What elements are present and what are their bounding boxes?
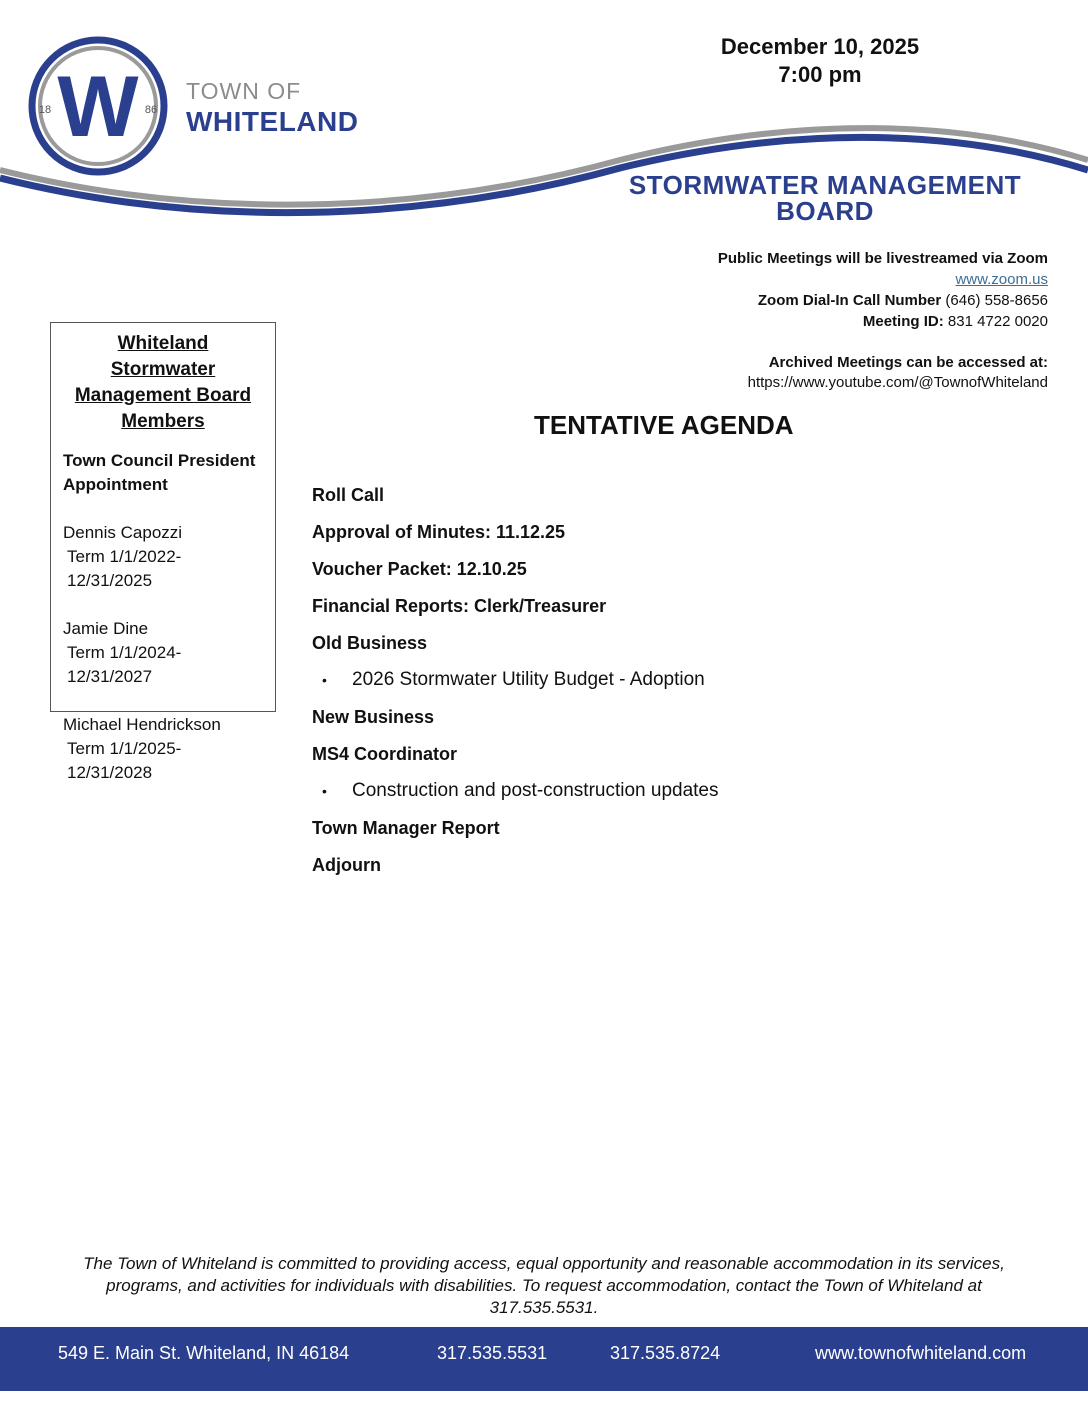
dial-in-label: Zoom Dial-In Call Number: [757, 292, 942, 309]
meeting-id-row: [863, 311, 1048, 332]
agenda-item: Voucher Packet: 12.10.25: [312, 559, 527, 579]
board-title-line1: STORMWATER MANAGEMENT: [628, 170, 1022, 200]
footer-phone: 317.535.5531: [437, 1343, 548, 1363]
member-entry: [63, 713, 263, 785]
archived-url[interactable]: https://www.youtube.com/@TownofWhiteland: [747, 374, 1048, 391]
archived-label: Archived Meetings can be accessed at:: [768, 354, 1048, 371]
livestream-note: Public Meetings will be livestreamed via Zoom: [717, 250, 1048, 267]
meeting-datetime: [700, 33, 940, 89]
member-entry: [63, 521, 263, 593]
agenda-item: Financial Reports: Clerk/Treasurer: [312, 596, 607, 616]
agenda-item: Roll Call: [312, 485, 385, 505]
member-term: Term 1/1/2025-12/31/2028: [67, 739, 182, 782]
footer-address: 549 E. Main St. Whiteland, IN 46184: [58, 1343, 350, 1363]
bullet-icon: •: [322, 783, 327, 799]
board-title-line2: BOARD: [776, 196, 874, 226]
whiteland-label: WHITELAND: [186, 106, 359, 137]
member-name: Michael Hendrickson: [63, 715, 221, 734]
zoom-link-row: [955, 269, 1048, 290]
meeting-date: December 10, 2025: [720, 34, 920, 59]
board-members-box: [50, 322, 276, 782]
members-subtitle: Town Council President Appointment: [63, 451, 256, 494]
town-of-label: TOWN OF: [186, 78, 302, 104]
zoom-link[interactable]: www.zoom.us: [955, 271, 1048, 288]
agenda-item: Old Business: [312, 633, 428, 653]
logo-letter: W: [57, 59, 139, 155]
member-name: Jamie Dine: [63, 619, 149, 638]
dial-in-number: (646) 558-8656: [945, 292, 1048, 309]
footer-fax: 317.535.8724: [610, 1343, 721, 1363]
agenda-item: Town Manager Report: [312, 818, 500, 838]
meeting-id-label: Meeting ID:: [862, 313, 944, 330]
footer-contact-bar: [0, 1327, 1088, 1391]
member-term: Term 1/1/2022-12/31/2025: [67, 547, 182, 590]
agenda-item: Approval of Minutes: 11.12.25: [312, 522, 566, 542]
agenda-title: TENTATIVE AGENDA: [534, 410, 794, 440]
logo-year-left: 18: [38, 104, 52, 116]
agenda-subitem: • 2026 Stormwater Utility Budget - Adoption: [322, 669, 705, 690]
agenda-subitem: • Construction and post-construction updates: [322, 780, 719, 801]
member-term: Term 1/1/2024-12/31/2027: [67, 643, 182, 686]
member-name: Dennis Capozzi: [63, 523, 183, 542]
member-entry: [63, 617, 263, 689]
town-seal-logo: [28, 36, 168, 176]
board-title: [590, 172, 1060, 224]
bullet-icon: •: [322, 672, 327, 688]
meeting-id-value: 831 4722 0020: [947, 313, 1048, 330]
logo-year-right: 86: [144, 104, 158, 116]
members-title: Whiteland Stormwater Management Board Members: [74, 333, 252, 432]
agenda-item: MS4 Coordinator: [312, 744, 458, 764]
agenda-item: New Business: [312, 707, 435, 727]
footer-website[interactable]: www.townofwhiteland.com: [815, 1343, 1027, 1363]
dial-in-row: [758, 290, 1048, 311]
meeting-time: 7:00 pm: [778, 62, 862, 87]
accessibility-notice: The Town of Whiteland is committed to providing access, equal opportunity and reasonable accommodation in its services, programs, and activities for individuals with disabilities. To request accommodation, contact the Town of Whiteland at 317.535.5531.: [83, 1254, 1005, 1317]
agenda-list: [312, 483, 1032, 890]
agenda-item: Adjourn: [312, 855, 381, 875]
